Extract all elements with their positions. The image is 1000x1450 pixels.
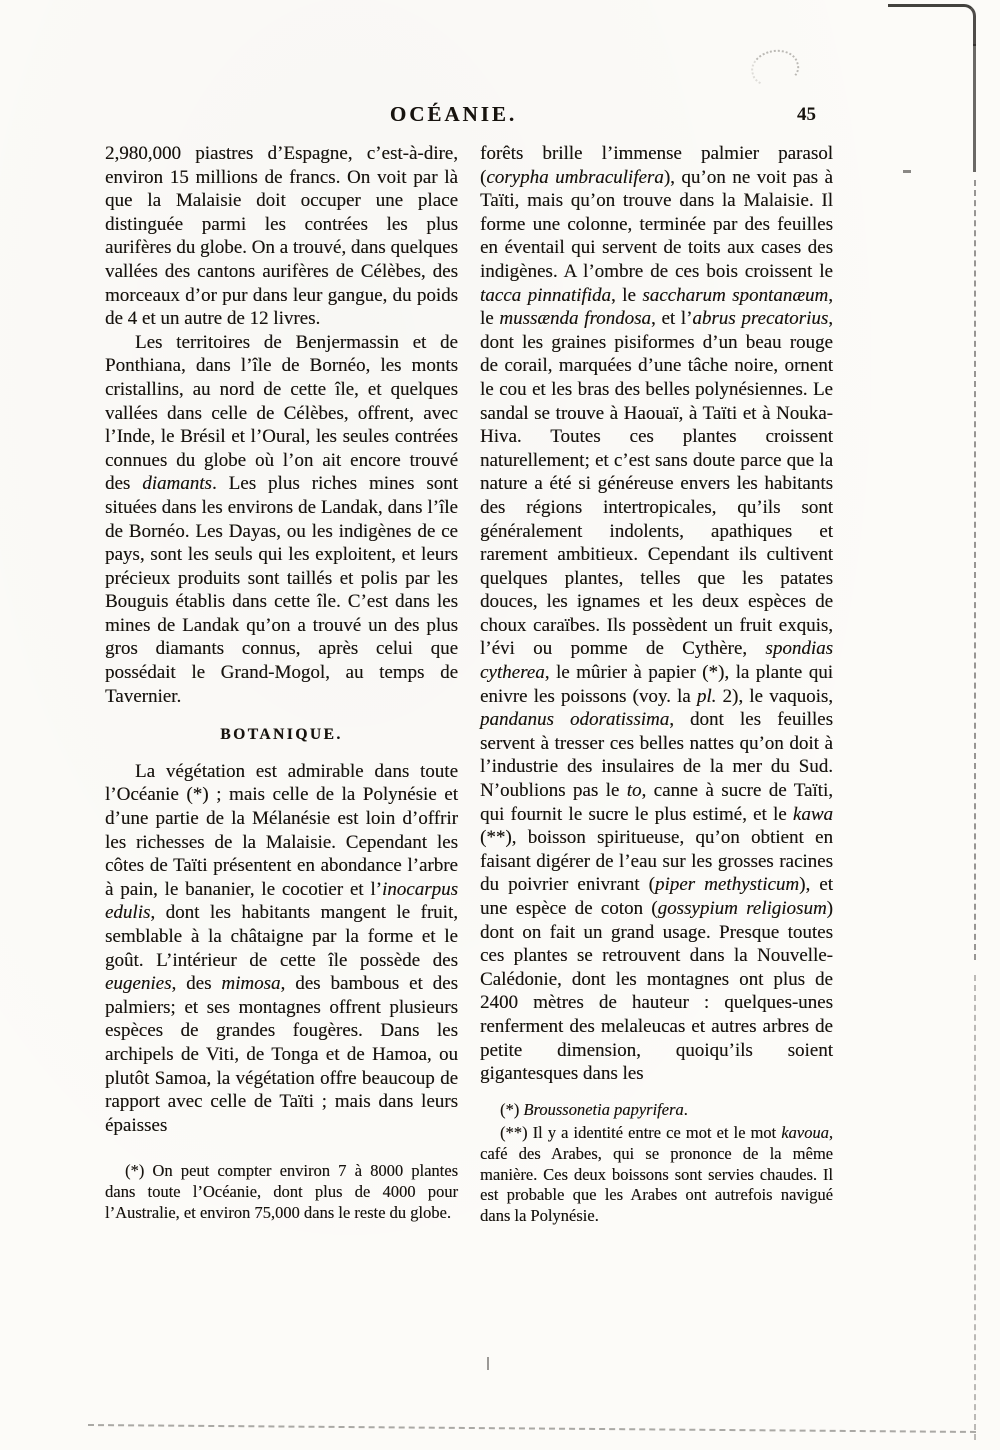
scan-edge-right-line bbox=[973, 44, 976, 172]
paragraph: Les territoires de Benjermassin et de Ponthiana, dans l’île de Bornéo, les monts cristallins, au nord de cette île, et quelques vallées dans celle de Célèbes, offrent, avec l’Inde, le Brésil et l’Oural, les seules contrées connues du globe où l’on ait encore trouvé des diamants. Les plus riches mines sont situées dans les environs de Landak, dans l’île de Bornéo. Les Dayas, ou les indigènes de ce pays, sont les seuls qui les exploitent, et leurs précieux produits sont taillés et polis par les Bouguis établis dans cette île. C’est dans les mines de Landak qu’on a trouvé un des plus gros diamants connus, après celui que possédait le Grand-Mogol, au temps de Tavernier. bbox=[105, 331, 459, 707]
right-column bbox=[480, 142, 833, 1226]
left-column bbox=[105, 142, 458, 1226]
paragraph: 2,980,000 piastres d’Espagne, c’est-à-dire, environ 15 millions de francs. On voit par là que la Malaisie doit occuper une place distinguée parmi les contrées les plus aurifères du globe. On a trouvé, dans quelques vallées des cantons aurifères de Célèbes, des morceaux d’or pur dans leur gangue, du poids de 4 et un autre de 12 livres. bbox=[105, 143, 458, 330]
running-head bbox=[105, 102, 832, 136]
paragraph: La végétation est admirable dans toute l’Océanie (*) ; mais celle de la Polynésie et d’une partie de la Mélanésie est loin d’offrir les richesses de la Malaisie. Cependant les côtes de Taïti présentent en abondance l’arbre à pain, le bananier, le cocotier et l’inocarpus edulis, dont les habitants mangent le fruit, semblable à la châtaigne par la forme et le goût. L’intérieur de cette île possède des eugenies, des mimosa, des bambous et des palmiers; et ses montagnes offrent plusieurs espèces de grandes fougères. Dans les archipels de Viti, de Tonga et de Hamoa, ou plutôt Samoa, la végétation offre beaucoup de rapport avec celle de Taïti ; mais dans leurs épaisses bbox=[105, 760, 458, 1136]
stray-ink-dash bbox=[903, 170, 911, 173]
footnote: (*) On peut compter environ 7 à 8000 plantes dans toute l’Océanie, dont plus de 4000 pour l’Australie, et environ 75,000 dans le reste du globe. bbox=[105, 1161, 458, 1222]
footnote-block bbox=[480, 1123, 833, 1226]
paragraph: forêts brille l’immense palmier parasol (corypha umbraculifera), qu’on ne voit pas à Taïti, mais qu’on trouve dans la Malaisie. Il forme une colonne, terminée par des feuilles en éventail qui servent de toits aux cases des indigènes. A l’ombre de ces bois croissent le tacca pinnatifida, le saccharum spontanæum, le mussænda frondosa, et l’abrus precatorius, dont les graines pisiformes d’un beau rouge de corail, marquées d’une tâche noire, ornent le cou et les bras des belles polynésiennes. Le sandal se trouve à Haouaï, à Taïti et à Nouka-Hiva. Toutes ces plantes croissent naturellement; et c’est sans doute parce que la nature a été si généreuse envers les habitants des régions intertropicales, qu’ils sont généralement indolents, apathiques et rarement ambitieux. Cependant ils cultivent quelques plantes, telles que les patates douces, les ignames et les deux espèces de choux caraïbes. Ils possèdent un fruit exquis, l’évi ou pomme de Cythère, spondias cytherea, le mûrier à papier (*), la plante qui enivre les poissons (voy. la pl. 2), le vaquois, pandanus odoratissima, dont les feuilles servent à tresser ces belles nattes qu’on doit à l’industrie des insulaires de la mer du Sud. N’oublions pas le to, canne à sucre de Taïti, qui fournit le sucre le plus estimé, et le kawa (**), boisson spiritueuse, qu’on obtient en faisant digérer de l’eau sur les grosses racines du poivrier enivrant (piper methysticum), et une espèce de coton (gossypium religiosum) dont on fait un grand usage. Presque toutes ces plantes se retrouvent dans la Nouvelle-Calédonie, dont les montagnes ont plus de 2400 mètres de hauteur : quelques-unes renferment des melaleucas et autres arbres de petite dimension, quoiqu’ils soient gigantesques dans les bbox=[480, 143, 833, 1085]
stray-ink-tick bbox=[487, 1357, 489, 1370]
page-number: 45 bbox=[797, 104, 816, 125]
page-title: OCÉANIE. bbox=[389, 102, 518, 126]
footnote-block bbox=[105, 1161, 458, 1223]
footnote-block bbox=[480, 1100, 833, 1121]
text-columns bbox=[105, 142, 833, 1226]
scan-edge-top-corner-line bbox=[888, 4, 976, 46]
scan-edge-right-dashes-lower bbox=[974, 975, 976, 1440]
section-heading-botanique: BOTANIQUE. bbox=[220, 726, 343, 744]
pencil-smudge-mark bbox=[747, 45, 802, 92]
scan-edge-right-dashes bbox=[974, 180, 976, 960]
scan-bottom-dashed-line bbox=[88, 1424, 976, 1433]
footnote: (*) Broussonetia papyrifera. bbox=[500, 1099, 688, 1119]
footnote: (**) Il y a identité entre ce mot et le mot kavoua, café des Arabes, qui se prononce de la même manière. Ces deux boissons sont servies chaudes. Il est probable que les Arabes ont autrefois navigué dans la Polynésie. bbox=[480, 1123, 833, 1225]
